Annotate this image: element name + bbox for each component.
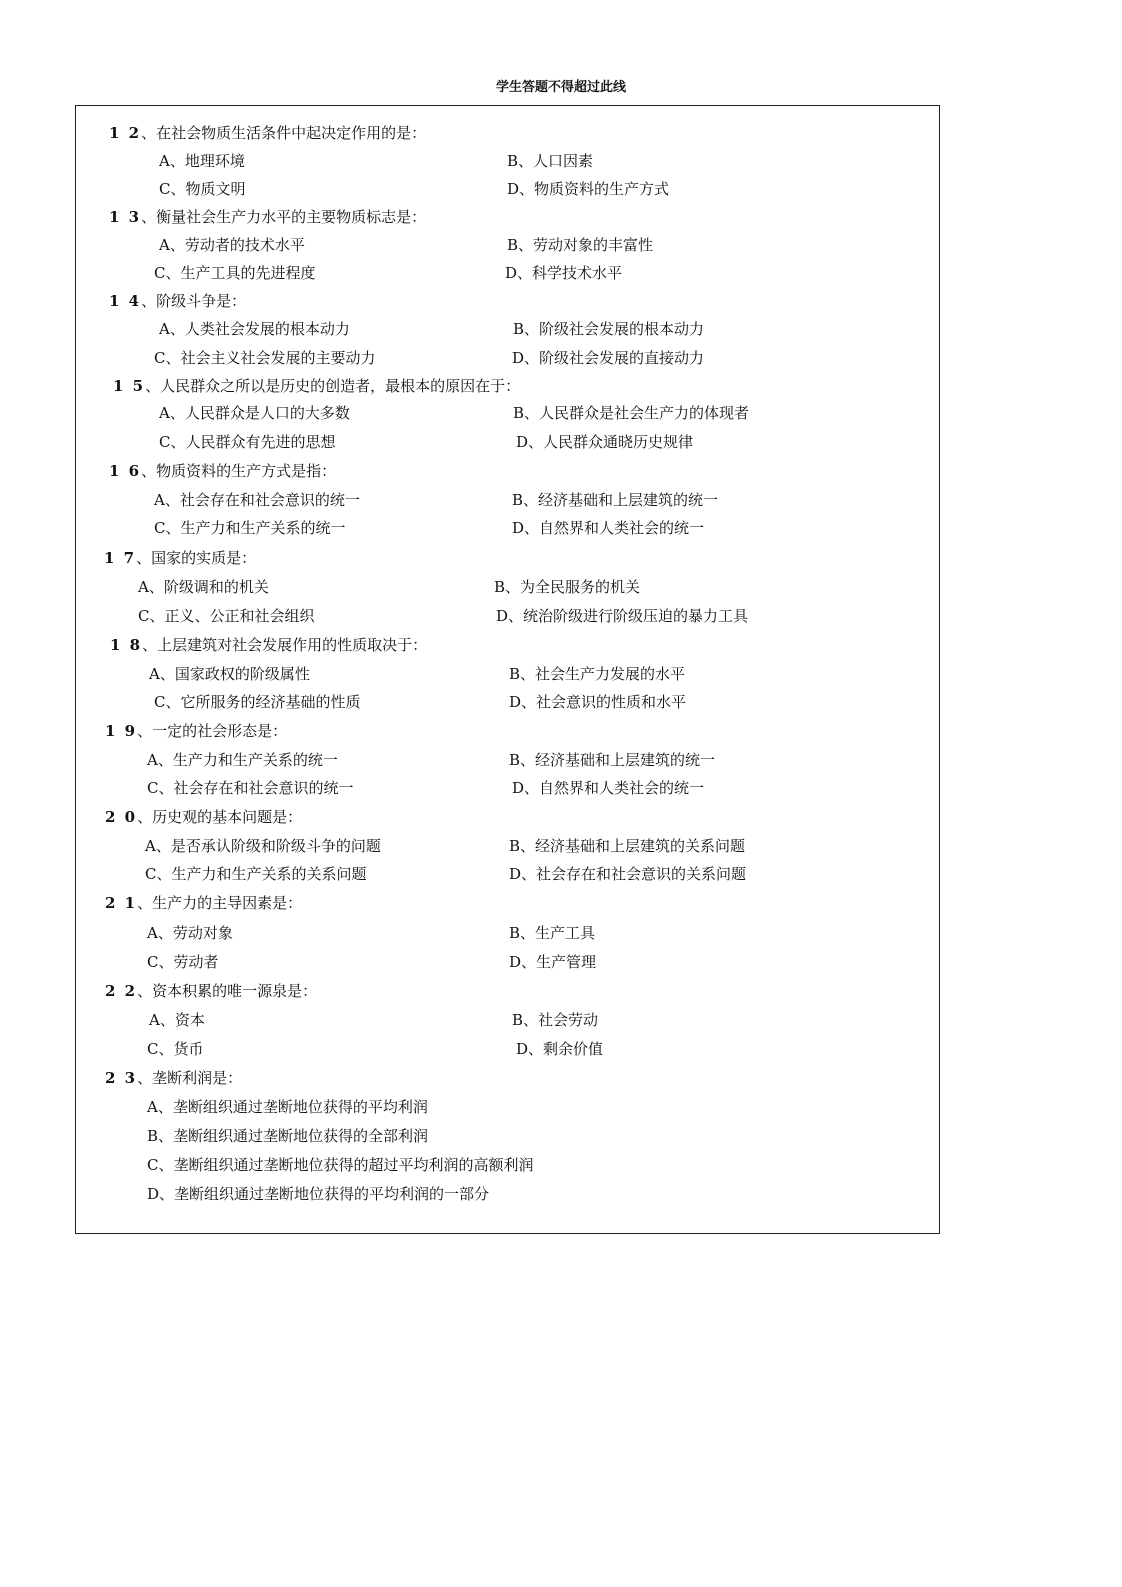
option-b: B、垄断组织通过垄断地位获得的全部利润 bbox=[147, 1127, 429, 1145]
option-b: B、经济基础和上层建筑的统一 bbox=[512, 491, 719, 509]
option-b: B、人口因素 bbox=[507, 152, 594, 170]
option-b: B、为全民服务的机关 bbox=[494, 578, 641, 596]
option-d: D、社会意识的性质和水平 bbox=[509, 693, 687, 711]
question-text: 、生产力的主导因素是： bbox=[137, 894, 303, 912]
option-b: B、社会生产力发展的水平 bbox=[509, 665, 686, 683]
option-d: D、社会存在和社会意识的关系问题 bbox=[509, 865, 747, 883]
option-d: D、统治阶级进行阶级压迫的暴力工具 bbox=[496, 607, 749, 625]
question-number: 1 2 bbox=[109, 124, 142, 142]
question-number: 2 0 bbox=[105, 808, 138, 826]
option-a: A、是否承认阶级和阶级斗争的问题 bbox=[145, 837, 381, 855]
question-text: 、垄断利润是： bbox=[137, 1069, 243, 1087]
question-text: 、人民群众之所以是历史的创造者，最根本的原因在于： bbox=[145, 377, 521, 395]
option-a: A、地理环境 bbox=[159, 152, 245, 170]
question-number: 2 2 bbox=[105, 982, 138, 1000]
option-c: C、货币 bbox=[147, 1040, 204, 1058]
question-text: 、物质资料的生产方式是指： bbox=[141, 462, 337, 480]
answer-boundary-notice: 学生答题不得超过此线 bbox=[495, 80, 626, 95]
question-text: 、国家的实质是： bbox=[136, 549, 257, 567]
option-a: A、资本 bbox=[149, 1011, 205, 1029]
option-b: B、生产工具 bbox=[509, 924, 596, 942]
question-14 bbox=[109, 291, 246, 311]
question-15 bbox=[113, 376, 520, 396]
question-20 bbox=[105, 807, 302, 827]
question-text: 、上层建筑对社会发展作用的性质取决于： bbox=[142, 636, 428, 654]
question-23 bbox=[105, 1068, 242, 1088]
option-b: B、阶级社会发展的根本动力 bbox=[513, 320, 705, 338]
option-c: C、社会主义社会发展的主要动力 bbox=[154, 349, 376, 367]
option-c: C、生产工具的先进程度 bbox=[154, 264, 316, 282]
question-number: 2 3 bbox=[105, 1069, 138, 1087]
exam-question-box bbox=[75, 105, 940, 1234]
option-b: B、经济基础和上层建筑的统一 bbox=[509, 751, 716, 769]
question-12 bbox=[109, 123, 426, 143]
question-number: 1 5 bbox=[113, 377, 146, 395]
option-d: D、物质资料的生产方式 bbox=[507, 180, 670, 198]
option-d: D、剩余价值 bbox=[516, 1040, 604, 1058]
option-d: D、阶级社会发展的直接动力 bbox=[512, 349, 705, 367]
question-text: 、一定的社会形态是： bbox=[137, 722, 288, 740]
option-d: D、人民群众通晓历史规律 bbox=[516, 433, 694, 451]
option-b: B、人民群众是社会生产力的体现者 bbox=[513, 404, 750, 422]
option-c: C、社会存在和社会意识的统一 bbox=[147, 779, 354, 797]
question-21 bbox=[105, 893, 302, 913]
question-number: 1 8 bbox=[110, 636, 143, 654]
option-c: C、劳动者 bbox=[147, 953, 219, 971]
option-d: D、自然界和人类社会的统一 bbox=[512, 519, 705, 537]
option-a: A、劳动对象 bbox=[147, 924, 233, 942]
option-b: B、社会劳动 bbox=[512, 1011, 599, 1029]
question-number: 2 1 bbox=[105, 894, 138, 912]
question-16 bbox=[109, 461, 336, 481]
option-c: C、物质文明 bbox=[159, 180, 246, 198]
question-13 bbox=[109, 207, 426, 227]
question-text: 、阶级斗争是： bbox=[141, 292, 247, 310]
option-c: C、正义、公正和社会组织 bbox=[138, 607, 315, 625]
question-number: 1 4 bbox=[109, 292, 142, 310]
option-a: A、生产力和生产关系的统一 bbox=[147, 751, 338, 769]
option-c: C、生产力和生产关系的关系问题 bbox=[145, 865, 367, 883]
option-a: A、阶级调和的机关 bbox=[138, 578, 269, 596]
option-a: A、人民群众是人口的大多数 bbox=[159, 404, 350, 422]
option-b: B、劳动对象的丰富性 bbox=[507, 236, 654, 254]
question-22 bbox=[105, 981, 317, 1001]
option-c: C、生产力和生产关系的统一 bbox=[154, 519, 346, 537]
question-text: 、在社会物质生活条件中起决定作用的是： bbox=[141, 124, 427, 142]
question-number: 1 9 bbox=[105, 722, 138, 740]
question-number: 1 6 bbox=[109, 462, 142, 480]
question-text: 、衡量社会生产力水平的主要物质标志是： bbox=[141, 208, 427, 226]
question-18 bbox=[110, 635, 427, 655]
option-c: C、垄断组织通过垄断地位获得的超过平均利润的高额利润 bbox=[147, 1156, 534, 1174]
option-a: A、国家政权的阶级属性 bbox=[149, 665, 310, 683]
option-d: D、科学技术水平 bbox=[505, 264, 623, 282]
option-a: A、垄断组织通过垄断地位获得的平均利润 bbox=[147, 1098, 428, 1116]
option-c: C、人民群众有先进的思想 bbox=[159, 433, 336, 451]
option-a: A、社会存在和社会意识的统一 bbox=[154, 491, 360, 509]
question-text: 、资本积累的唯一源泉是： bbox=[137, 982, 318, 1000]
question-number: 1 7 bbox=[104, 549, 137, 567]
option-c: C、它所服务的经济基础的性质 bbox=[154, 693, 361, 711]
option-d: D、生产管理 bbox=[509, 953, 597, 971]
option-d: D、自然界和人类社会的统一 bbox=[512, 779, 705, 797]
question-number: 1 3 bbox=[109, 208, 142, 226]
option-d: D、垄断组织通过垄断地位获得的平均利润的一部分 bbox=[147, 1185, 490, 1203]
option-b: B、经济基础和上层建筑的关系问题 bbox=[509, 837, 746, 855]
question-17 bbox=[104, 548, 256, 568]
question-19 bbox=[105, 721, 287, 741]
option-a: A、人类社会发展的根本动力 bbox=[159, 320, 350, 338]
option-a: A、劳动者的技术水平 bbox=[159, 236, 305, 254]
question-text: 、历史观的基本问题是： bbox=[137, 808, 303, 826]
